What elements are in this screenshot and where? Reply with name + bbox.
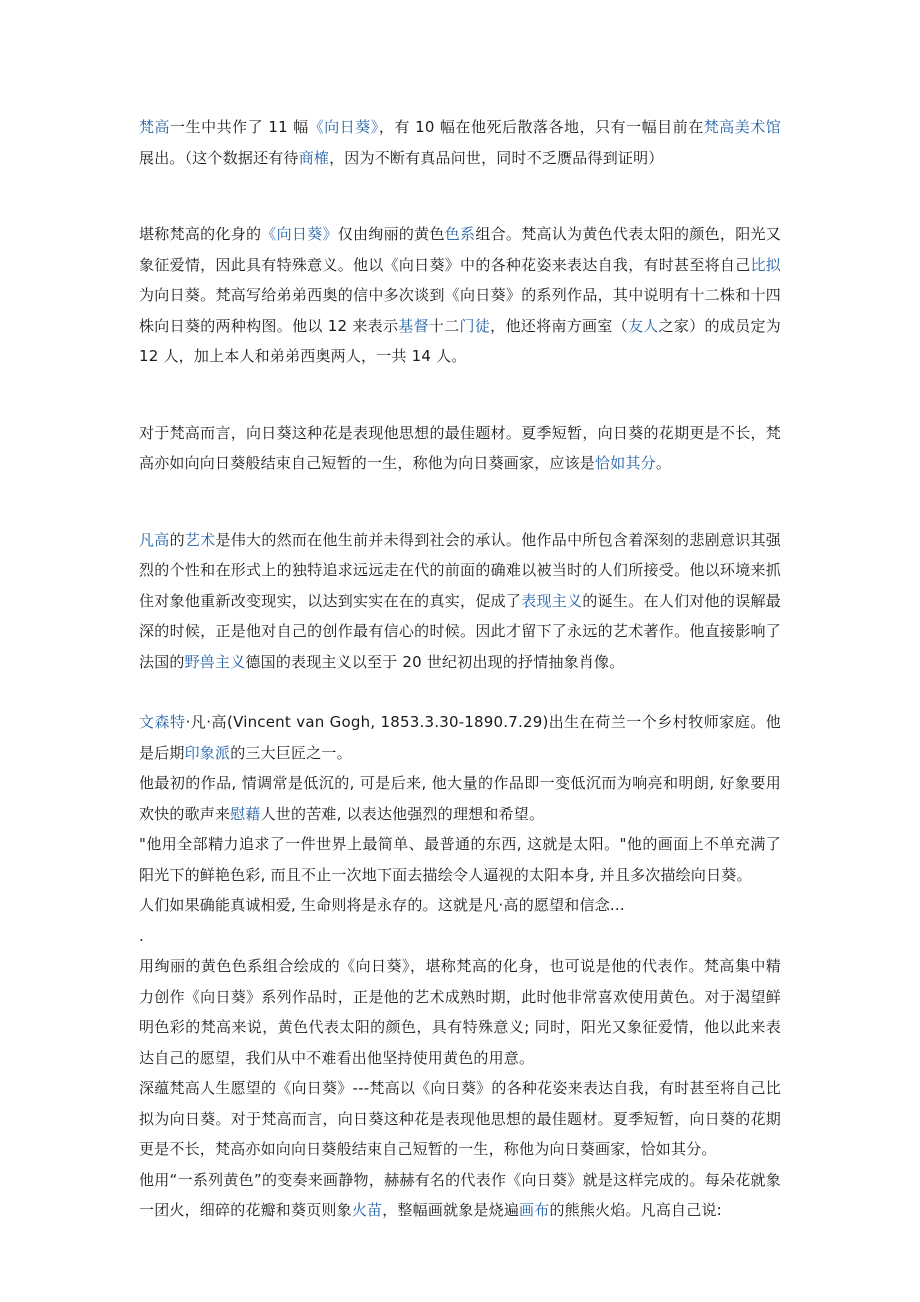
text: . xyxy=(139,926,144,945)
link-mentu[interactable]: 门徒 xyxy=(459,316,491,335)
text: 的三大巨匠之一。 xyxy=(230,743,352,762)
link-youren[interactable]: 友人 xyxy=(627,316,659,335)
paragraph-gap xyxy=(139,372,781,418)
text: ，因为不断有真品问世，同时不乏赝品得到证明） xyxy=(329,148,664,167)
paragraph-gap xyxy=(139,479,781,525)
paragraph-gap xyxy=(139,173,781,219)
link-jidu[interactable]: 基督 xyxy=(398,316,429,335)
link-huomiao[interactable]: 火苗 xyxy=(351,1201,383,1219)
text: 之家）的成员定为 12 人，加上本人和弟弟西奥两人，一共 14 人。 xyxy=(139,316,781,365)
text: 为向日葵。梵高写给弟弟西奥的信中多次谈到《向日葵》的系列作品，其中说明有十二株和十四株向日葵的两种构图。他以 12 来表示 xyxy=(139,286,781,335)
link-vincent[interactable]: 文森特 xyxy=(139,713,186,731)
document-body xyxy=(139,112,781,1226)
text: ，他还将南方画室（ xyxy=(490,316,628,335)
link-fangao-alt[interactable]: 凡高 xyxy=(139,530,170,549)
link-qiaruqifen[interactable]: 恰如其分 xyxy=(595,454,656,472)
paragraph-12 xyxy=(139,1165,781,1226)
text: ，整幅画就象是烧遍 xyxy=(382,1201,520,1219)
text: 是伟大的然而在他生前并未得到社会的承认。他作品中所包含着深刻的悲剧意识其强烈的个性和在形式上的独特追求远远走在代的前面的确难以被当时的人们所接受。他以环境来抓住对象他重新改变现实，以达到实实在在的真实，促成了 xyxy=(139,530,781,610)
text: 十二 xyxy=(428,316,460,335)
paragraph-gap xyxy=(139,677,781,707)
link-shangque[interactable]: 商榷 xyxy=(298,148,330,167)
text: 德国的表现主义以至于 20 世纪初出现的抒情抽象肖像。 xyxy=(245,652,625,671)
paragraph-2 xyxy=(139,219,781,372)
text: 用绚丽的黄色色系组合绘成的《向日葵》，堪称梵高的化身，也可说是他的代表作。梵高集中精力创作《向日葵》系列作品时，正是他的艺术成熟时期，此时他非常喜欢使用黄色。对于渴望鲜明色彩的梵高来说，黄色代表太阳的颜色，具有特殊意义; 同时，阳光又象征爱情，他以此来表达自己的愿望，我们从中不难看出他坚持使用黄色的用意。 xyxy=(139,957,781,1067)
text: 组合。梵高认为黄色代表太阳的颜色，阳光又象征爱情，因此具有特殊意义。他以《向日葵》中的各种花姿来表达自我，有时甚至将自己 xyxy=(139,225,781,274)
text: 一生中共作了 11 幅 xyxy=(170,118,309,136)
text: "他用全部精力追求了一件世界上最简单、最普通的东西, 这就是太阳。"他的画面上不单充满了阳光下的鲜艳色彩, 而且不止一次地下面去描绘令人逼视的太阳本身, 并且多次描绘向日葵。 xyxy=(139,835,781,884)
paragraph-6 xyxy=(139,768,781,829)
paragraph-8 xyxy=(139,890,781,921)
text: 仅由绚丽的黄色 xyxy=(337,225,445,243)
link-fangao[interactable]: 梵高 xyxy=(139,118,171,136)
link-canvas[interactable]: 画布 xyxy=(519,1201,550,1219)
link-art[interactable]: 艺术 xyxy=(184,530,216,549)
paragraph-7 xyxy=(139,829,781,890)
text: 人们如果确能真诚相爱, 生命则将是永存的。这就是凡·高的愿望和信念... xyxy=(139,896,625,914)
link-weijie[interactable]: 慰藉 xyxy=(230,804,261,823)
link-color-system[interactable]: 色系 xyxy=(444,225,476,243)
link-impressionism[interactable]: 印象派 xyxy=(184,743,231,762)
link-van-gogh-museum[interactable]: 梵高美术馆 xyxy=(703,118,781,136)
paragraph-5 xyxy=(139,707,781,768)
text: 他用“一系列黄色”的变奏来画静物，赫赫有名的代表作《向日葵》就是这样完成的。每朵花就象一团火，细碎的花瓣和葵页则象 xyxy=(139,1170,781,1219)
text: 堪称梵高的化身的 xyxy=(139,225,262,243)
paragraph-9 xyxy=(139,921,781,952)
text: ·凡·高(Vincent van Gogh, 1853.3.30-1890.7.29)出生在荷兰一个乡村牧师家庭。他是后期 xyxy=(139,713,781,762)
link-sunflowers[interactable]: 《向日葵》 xyxy=(308,118,379,136)
text: 。 xyxy=(655,454,672,472)
text: 的 xyxy=(169,530,185,549)
text: 的熊熊火焰。凡高自己说: xyxy=(549,1201,722,1219)
text: 深蕴梵高人生愿望的《向日葵》---梵高以《向日葵》的各种花姿来表达自我，有时甚至将自己比拟为向日葵。对于梵高而言，向日葵这种花是表现他思想的最佳题材。夏季短暂，向日葵的花期更是不长，梵高亦如向向日葵般结束自己短暂的一生，称他为向日葵画家，恰如其分。 xyxy=(139,1079,781,1158)
paragraph-1 xyxy=(139,112,781,173)
text: 对于梵高而言，向日葵这种花是表现他思想的最佳题材。夏季短暂，向日葵的花期更是不长，梵高亦如向向日葵般结束自己短暂的一生，称他为向日葵画家，应该是 xyxy=(139,423,781,472)
link-sunflowers[interactable]: 《向日葵》 xyxy=(261,225,338,243)
link-expressionism[interactable]: 表现主义 xyxy=(521,591,583,610)
text: ，有 10 幅在他死后散落各地，只有一幅目前在 xyxy=(378,118,704,136)
text: 他最初的作品, 情调常是低沉的, 可是后来, 他大量的作品即一变低沉而为响亮和明朗, 好象要用欢快的歌声来 xyxy=(139,774,781,823)
paragraph-4 xyxy=(139,525,781,678)
link-bini[interactable]: 比拟 xyxy=(750,255,781,274)
link-fauvism[interactable]: 野兽主义 xyxy=(184,652,246,671)
paragraph-10 xyxy=(139,951,781,1073)
text: 展出。（这个数据还有待 xyxy=(139,148,299,167)
paragraph-11 xyxy=(139,1073,781,1165)
text: 人世的苦难, 以表达他强烈的理想和希望。 xyxy=(260,804,545,823)
text: 的诞生。在人们对他的误解最深的时候，正是他对自己的创作最有信心的时候。因此才留下了永远的艺术著作。他直接影响了法国的 xyxy=(139,591,781,671)
paragraph-3 xyxy=(139,418,781,479)
